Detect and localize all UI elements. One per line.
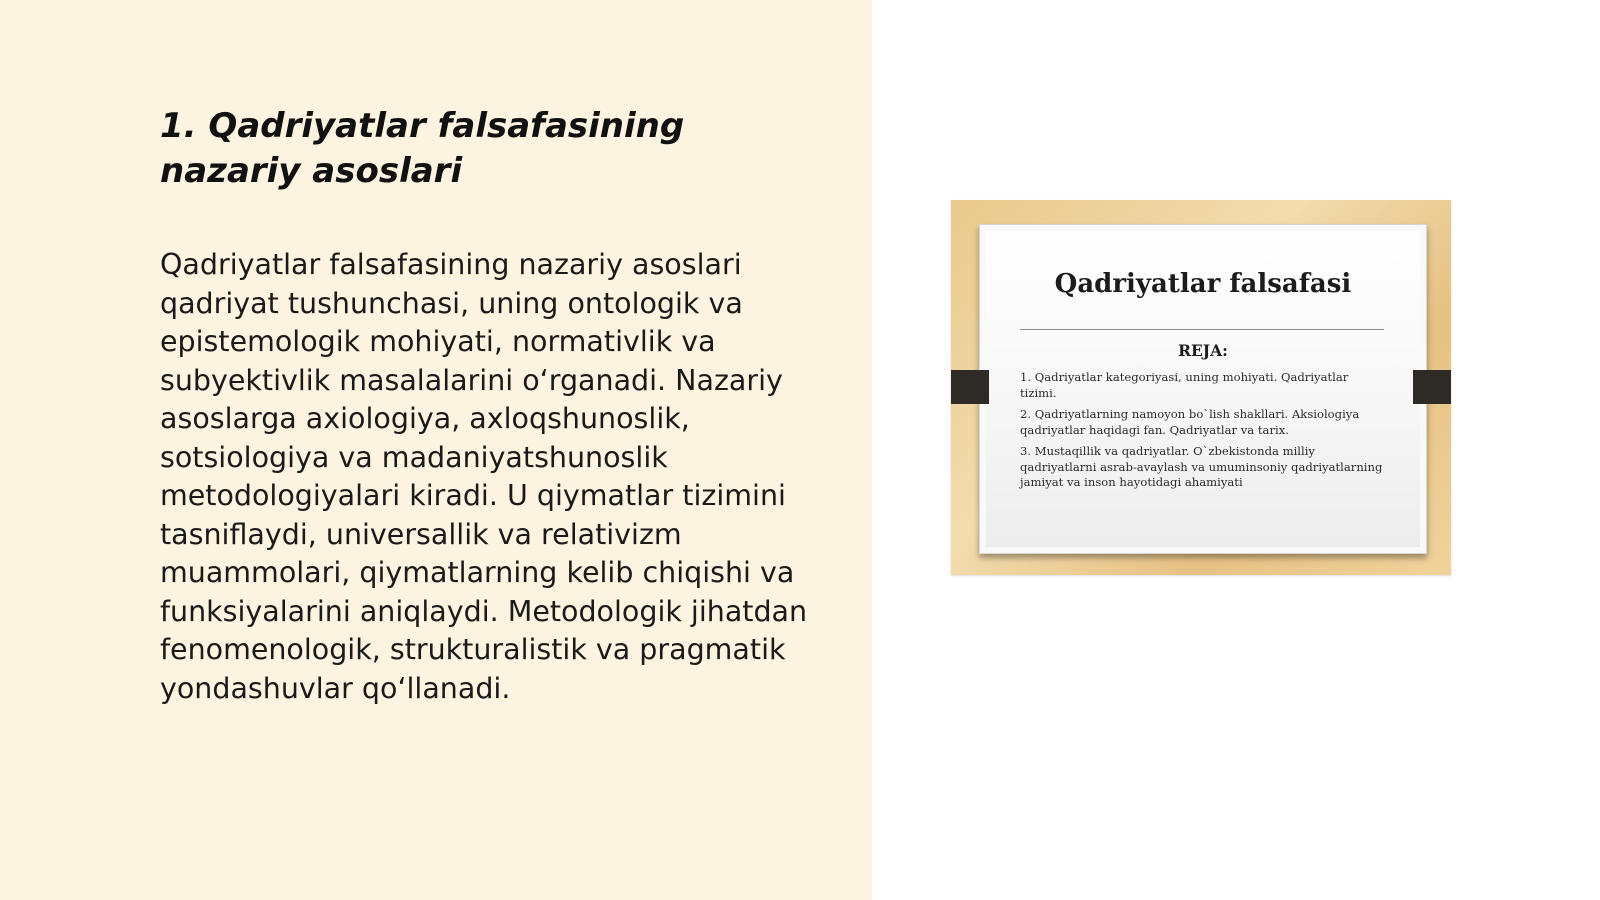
- paper-divider: [1020, 329, 1384, 330]
- paper-subtitle: REJA:: [1178, 341, 1228, 360]
- plan-item: 3. Mustaqillik va qadriyatlar. O`zbekistonda milliy qadriyatlarni asrab-avaylash va umuminsoniy qadriyatlarning jamiyat va inson hayotidagi ahamiyati: [1020, 444, 1383, 489]
- paper-sheet: [979, 224, 1427, 554]
- plan-item: 1. Qadriyatlar kategoriyasi, uning mohiyati. Qadriyatlar tizimi.: [1020, 370, 1349, 400]
- clip-right-decoration: [1413, 370, 1451, 404]
- plan-item: 2. Qadriyatlarning namoyon bo`lish shakllari. Aksiologiya qadriyatlar haqidagi fan. Qadriyatlar va tarix.: [1020, 407, 1360, 437]
- plan-list: [1020, 370, 1386, 497]
- paper-title: Qadriyatlar falsafasi: [1054, 269, 1352, 299]
- slide-body-text: Qadriyatlar falsafasining nazariy asoslari qadriyat tushunchasi, uning ontologik va epistemologik mohiyati, normativlik va subyektivlik masalalarini o‘rganadi. Nazariy asoslarga axiologiya, axloqshunoslik, sotsiologiya va madaniyatshunoslik metodologiyalari kiradi. U qiymatlar tizimini tasniflaydi, universallik va relativizm muammolari, qiymatlarning kelib chiqishi va funksiyalarini aniqlaydi. Metodologik jihatdan fenomenologik, strukturalistik va pragmatik yondashuvlar qo‘llanadi.: [160, 248, 808, 705]
- slide-title: 1. Qadriyatlar falsafasining nazariy asoslari: [160, 106, 685, 191]
- slide-picture: [951, 200, 1451, 575]
- clip-left-decoration: [951, 370, 989, 404]
